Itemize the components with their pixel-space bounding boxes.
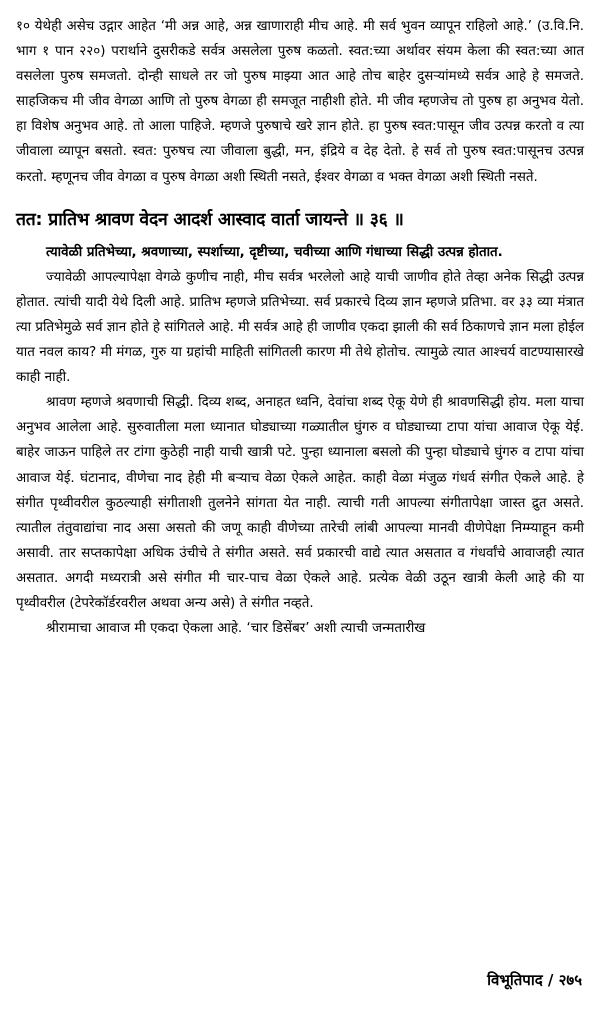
sutra-summary: त्यावेळी प्रतिभेच्या, श्रवणाच्या, स्पर्शाच्या, दृष्टीच्या, चवीच्या आणि गंधाच्या सिद्धी उत्पन्न होतात. bbox=[46, 244, 503, 260]
paragraph-shriram: श्रीरामाचा आवाज मी एकदा ऐकला आहे. ‘चार डिसेंबर’ अशी त्याची जन्मतारीख bbox=[46, 621, 426, 637]
page-footer: विभूतिपाद / २७५ bbox=[487, 971, 582, 989]
sutra-heading: तत: प्रातिभ श्रावण वेदन आदर्श आस्वाद वार्ता जायन्ते ॥ ३६ ॥ bbox=[16, 209, 404, 230]
paragraph-pratibha: ज्यावेळी आपल्यापेक्षा वेगळे कुणीच नाही, मीच सर्वत्र भरलेलो आहे याची जाणीव होते तेव्हा अनेक सिद्धी उत्पन्न होतात. त्यांची यादी येथे दिली आहे. प्रातिभ म्हणजे प्रतिभेच्या. सर्व प्रकारचे दिव्य ज्ञान म्हणजे प्रतिभा. वर ३३ व्या मंत्रात त्या प्रतिभेमुळे सर्व ज्ञान होते हे सांगितले आहे. मी सर्वत्र आहे ही जाणीव एकदा झाली की सर्व ठिकाणचे ज्ञान मला होईल यात नवल काय? मी मंगळ, गुरु या ग्रहांची माहिती सांगितली कारण मी तेथे होतोच. त्यामुळे त्यात आश्चर्य वाटण्यासारखे काही नाही. bbox=[16, 269, 585, 386]
paragraph-shravan: श्रावण म्हणजे श्रवणाची सिद्धी. दिव्य शब्द, अनाहत ध्वनि, देवांचा शब्द ऐकू येणे ही श्रावणसिद्धी होय. मला याचा अनुभव आलेला आहे. सुरुवातीला मला ध्यानात घोड्याच्या गळ्यातील घुंगरु व घोड्याच्या टापा यांचा आवाज ऐकू येई. बाहेर जाऊन पाहिले तर टांगा कुठेही नाही याची खात्री पटे. पुन्हा ध्यानाला बसलो की पुन्हा घोड्याचे घुंगरु व टापा यांचा आवाज येई. घंटानाद, वीणेचा नाद हेही मी बऱ्याच वेळा ऐकले आहेत. काही वेळा मंजुळ गंधर्व संगीत ऐकले आहे. हे संगीत पृथ्वीवरील कुठल्याही संगीताशी तुलनेने सांगता येत नाही. त्याची गती आपल्या संगीतापेक्षा जास्त द्रुत असते. त्यातील तंतुवाद्यांचा नाद असा असतो की जणू काही वीणेच्या तारेची लांबी आपल्या मानवी वीणेपेक्षा निम्म्याहून कमी असावी. तार सप्तकापेक्षा अधिक उंचीचे ते संगीत असते. सर्व प्रकारची वाद्ये त्यात असतात व गंधर्वांचे आवाजही त्यात असतात. अगदी मध्यरात्री असे संगीत मी चार-पाच वेळा ऐकले आहे. प्रत्येक वेळी उठून खात्री केली आहे की या पृथ्वीवरील (टेपरेकॉर्डरवरील अथवा अन्य असे) ते संगीत नव्हते. bbox=[16, 395, 584, 611]
paragraph-intro: १० येथेही असेच उद्गार आहेत ‘मी अन्न आहे, अन्न खाणाराही मीच आहे. मी सर्व भुवन व्यापून राहिलो आहे.’ (उ.वि.नि. भाग १ पान २२०) परार्थाने दुसरीकडे सर्वत्र असलेला पुरुष कळतो. स्वत:च्या अर्थावर संयम केला की स्वत:च्या आत वसलेला पुरुष समजतो. दोन्ही साधले तर जो पुरुष माझ्या आत आहे तोच बाहेर दुसऱ्यांमध्ये सर्वत्र आहे हे समजते. साहजिकच मी जीव वेगळा आणि तो पुरुष वेगळा ही समजूत नाहीशी होते. मी जीव म्हणजेच तो पुरुष हा अनुभव येतो. हा विशेष अनुभव आहे. तो आला पाहिजे. म्हणजे पुरुषाचे खरे ज्ञान होते. हा पुरुष स्वत:पासून जीव उत्पन्न करतो व त्या जीवाला व्यापून बसतो. स्वत: पुरुषच त्या जीवाला बुद्धी, मन, इंद्रिये व देह देतो. हे सर्व तो पुरुष स्वत:पासूनच उत्पन्न करतो. म्हणूनच जीव वेगळा व पुरुष वेगळा अशी स्थिती नसते, ईश्वर वेगळा व भक्त वेगळा अशी स्थिती नसते. bbox=[16, 19, 584, 185]
